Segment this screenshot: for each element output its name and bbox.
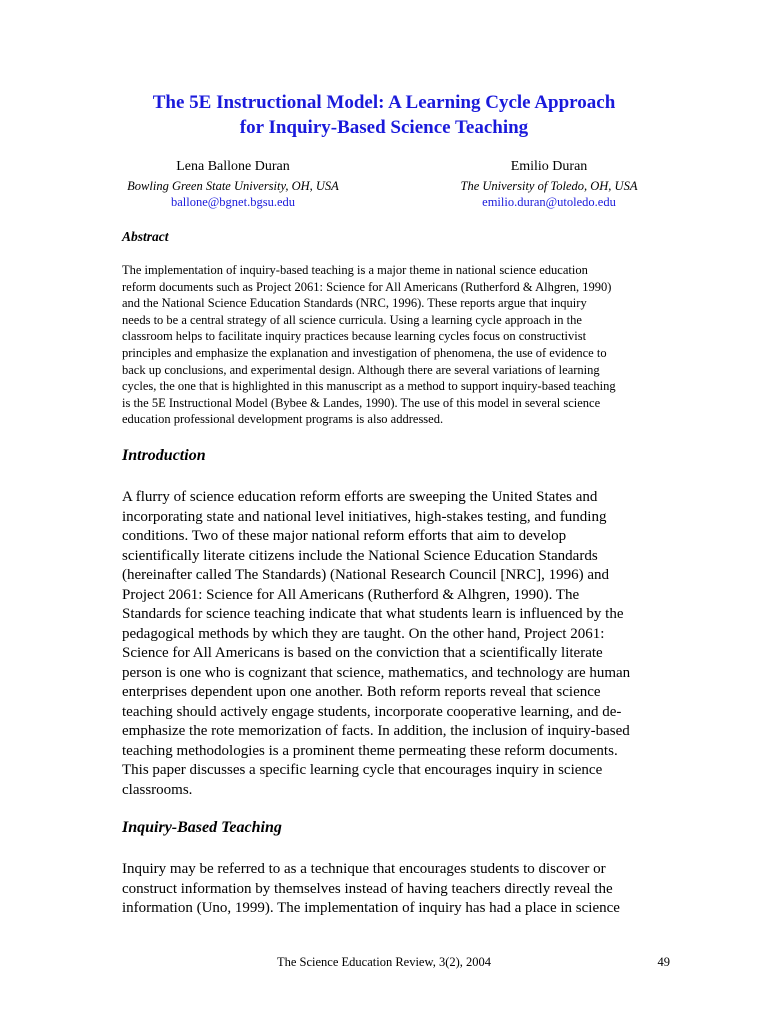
author-name: Lena Ballone Duran: [176, 159, 290, 174]
body-line: (hereinafter called The Standards) (National Research Council [NRC], 1996) and: [122, 567, 610, 583]
body-line: scientifically literate citizens include the National Science Education Standards: [122, 547, 598, 564]
abstract-line: The implementation of inquiry-based teaching is a major theme in national science education: [122, 263, 588, 277]
author-block-2: [384, 156, 714, 211]
body-line: emphasize the rote memorization of facts. In addition, the inclusion of inquiry-based: [122, 723, 630, 739]
body-line: classrooms.: [122, 781, 193, 798]
abstract-line: needs to be a central strategy of all science curricula. Using a learning cycle approach in the: [122, 312, 582, 327]
body-line: This paper discusses a specific learning cycle that encourages inquiry in science: [122, 762, 603, 778]
abstract-line: reform documents such as Project 2061: Science for All Americans (Rutherford & Alhgren, 1990): [122, 279, 612, 294]
title-line-2: for Inquiry-Based Science Teaching: [239, 117, 529, 138]
author-affiliation: Bowling Green State University, OH, USA: [127, 179, 339, 193]
introduction-text: [122, 488, 682, 800]
journal-citation: The Science Education Review, 3(2), 2004: [276, 955, 492, 969]
author-email-link[interactable]: emilio.duran@utoledo.edu: [482, 195, 616, 209]
abstract-line: classroom helps to facilitate inquiry practices because learning cycles focus on constructivist: [122, 329, 587, 344]
body-line: information (Uno, 1999). The implementation of inquiry has had a place in science: [122, 900, 620, 916]
section-heading-introduction: Introduction: [122, 447, 206, 464]
body-line: conditions. Two of these major national reform efforts that aim to develop: [122, 528, 567, 544]
abstract-line: is the 5E Instructional Model (Bybee & Landes, 1990). The use of this model in several science: [122, 395, 601, 410]
body-line: teaching should actively engage students, incorporate cooperative learning, and de-: [122, 703, 622, 720]
abstract-text: [122, 262, 668, 428]
body-line: Standards for science teaching indicate that what students learn is influenced by the: [122, 606, 624, 622]
body-line: person is one who is cognizant that science, mathematics, and technology are human: [122, 664, 631, 681]
title-line-1: The 5E Instructional Model: A Learning Cycle Approach: [152, 92, 616, 113]
author-email-link[interactable]: ballone@bgnet.bgsu.edu: [171, 195, 295, 209]
abstract-line: and the National Science Education Standards (NRC, 1996). These reports argue that inquiry: [122, 296, 587, 311]
body-line: A flurry of science education reform efforts are sweeping the United States and: [122, 489, 598, 505]
page-number: 49: [657, 955, 670, 969]
abstract-line: back up conclusions, and experimental design. Although there are several variations of learning: [122, 362, 600, 377]
section-heading-inquiry-based-teaching: Inquiry-Based Teaching: [122, 819, 282, 836]
body-line: incorporating state and national level initiatives, high-stakes testing, and funding: [122, 508, 607, 525]
paper-title: [0, 90, 768, 140]
author-name: Emilio Duran: [510, 159, 588, 174]
author-block-1: [68, 156, 398, 211]
abstract-heading: Abstract: [122, 229, 169, 244]
abstract-line: principles and emphasize the explanation and investigation of phenomena, the use of evidence to: [122, 345, 607, 360]
body-line: construct information by themselves instead of having teachers directly reveal the: [122, 880, 613, 897]
body-line: Science for All Americans is based on the conviction that a scientifically literate: [122, 645, 603, 661]
abstract-line: cycles, the one that is highlighted in this manuscript as a method to support inquiry-based teaching: [122, 379, 616, 394]
body-line: enterprises dependent upon one another. Both reform reports reveal that science: [122, 684, 601, 700]
body-line: pedagogical methods by which they are taught. On the other hand, Project 2061:: [122, 625, 605, 642]
body-line: Project 2061: Science for All Americans (Rutherford & Alhgren, 1990). The: [122, 586, 580, 603]
author-affiliation: The University of Toledo, OH, USA: [460, 179, 638, 193]
inquiry-text: [122, 860, 682, 919]
body-line: teaching methodologies is a prominent theme permeating these reform documents.: [122, 742, 618, 759]
body-line: Inquiry may be referred to as a technique that encourages students to discover or: [122, 861, 606, 877]
abstract-line: education professional development programs is also addressed.: [122, 412, 444, 427]
